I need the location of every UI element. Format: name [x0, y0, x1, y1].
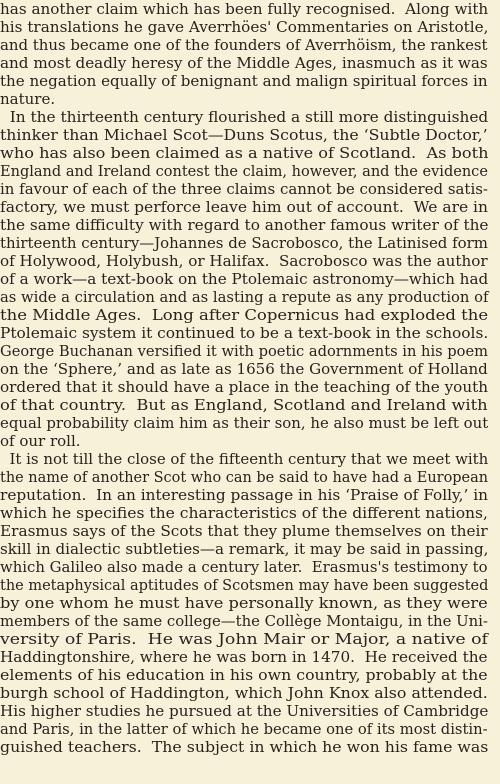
text-line: who has also been claimed as a native of Scotland. As both [0, 144, 489, 162]
text-line: burgh school of Haddington, which John Knox also attended. [0, 684, 488, 702]
text-line: ordered that it should have a place in the teaching of the youth [0, 378, 489, 396]
text-line: which Galileo also made a century later. Erasmus's testimony to [0, 558, 488, 576]
text-line: In the thirteenth century flourished a still more distinguished [0, 108, 489, 126]
text-line: Haddingtonshire, where he was born in 1470. He received the [0, 648, 488, 666]
text-line: and Paris, in the latter of which he became one of its most distin- [0, 720, 488, 738]
text-line: members of the same college—the Collège Montaigu, in the Uni- [0, 612, 488, 630]
text-line: It is not till the close of the fifteenth century that we meet with [0, 450, 489, 468]
text-line: as wide a circulation and as lasting a repute as any production of [0, 288, 489, 306]
text-line: elements of his education in his own country, probably at the [0, 666, 488, 684]
text-line: thinker than Michael Scot—Duns Scotus, the ‘Subtle Doctor,’ [0, 126, 488, 144]
text-line: thirteenth century—Johannes de Sacrobosco, the Latinised form [0, 234, 488, 252]
text-line: the metaphysical aptitudes of Scotsmen may have been suggested [0, 576, 489, 594]
text-line: factory, we must perforce leave him out of account. We are in [0, 198, 488, 216]
text-line: skill in dialectic subtleties—a remark, it may be said in passing, [0, 540, 489, 558]
text-line: and thus became one of the founders of Averrhöism, the rankest [0, 36, 488, 54]
text-line: on the ‘Sphere,’ and as late as 1656 the Government of Holland [0, 360, 488, 378]
text-line: equal probability claim him as their son, he also must be left out [0, 414, 489, 432]
text-line: his translations he gave Averrhöes' Commentaries on Aristotle, [0, 18, 489, 36]
text-line: England and Ireland contest the claim, however, and the evidence [0, 162, 488, 180]
text-line: versity of Paris. He was John Mair or Major, a native of [0, 630, 488, 648]
text-line: Ptolemaic system it continued to be a text-book in the schools. [0, 324, 489, 342]
text-line: nature. [0, 90, 56, 108]
text-line: and most deadly heresy of the Middle Ages, inasmuch as it was [0, 54, 488, 72]
text-line: the Middle Ages. Long after Copernicus had exploded the [0, 306, 489, 324]
text-line: George Buchanan versified it with poetic adornments in his poem [0, 342, 489, 360]
text-line: guished teachers. The subject in which he won his fame was [0, 738, 489, 756]
text-line: of that country. But as England, Scotland and Ireland with [0, 396, 488, 414]
text-line: of a work—a text-book on the Ptolemaic astronomy—which had [0, 270, 489, 288]
text-line: by one whom he must have personally known, as they were [0, 594, 488, 612]
text-line: in favour of each of the three claims cannot be considered satis- [0, 180, 488, 198]
text-line: which he specifies the characteristics of the different nations, [0, 504, 488, 522]
text-line: the negation equally of benignant and malign spiritual forces in [0, 72, 488, 90]
text-line: the same difficulty with regard to another famous writer of the [0, 216, 489, 234]
text-line: the name of another Scot who can be said to have had a European [0, 468, 489, 486]
text-line: reputation. In an interesting passage in his ‘Praise of Folly,’ in [0, 486, 488, 504]
text-line: His higher studies he pursued at the Universities of Cambridge [0, 702, 489, 720]
text-line: of our roll. [0, 432, 81, 450]
text-line: has another claim which has been fully recognised. Along with [0, 0, 489, 18]
text-line: Erasmus says of the Scots that they plume themselves on their [0, 522, 488, 540]
text-line: of Holywood, Holybush, or Halifax. Sacrobosco was the author [0, 252, 488, 270]
